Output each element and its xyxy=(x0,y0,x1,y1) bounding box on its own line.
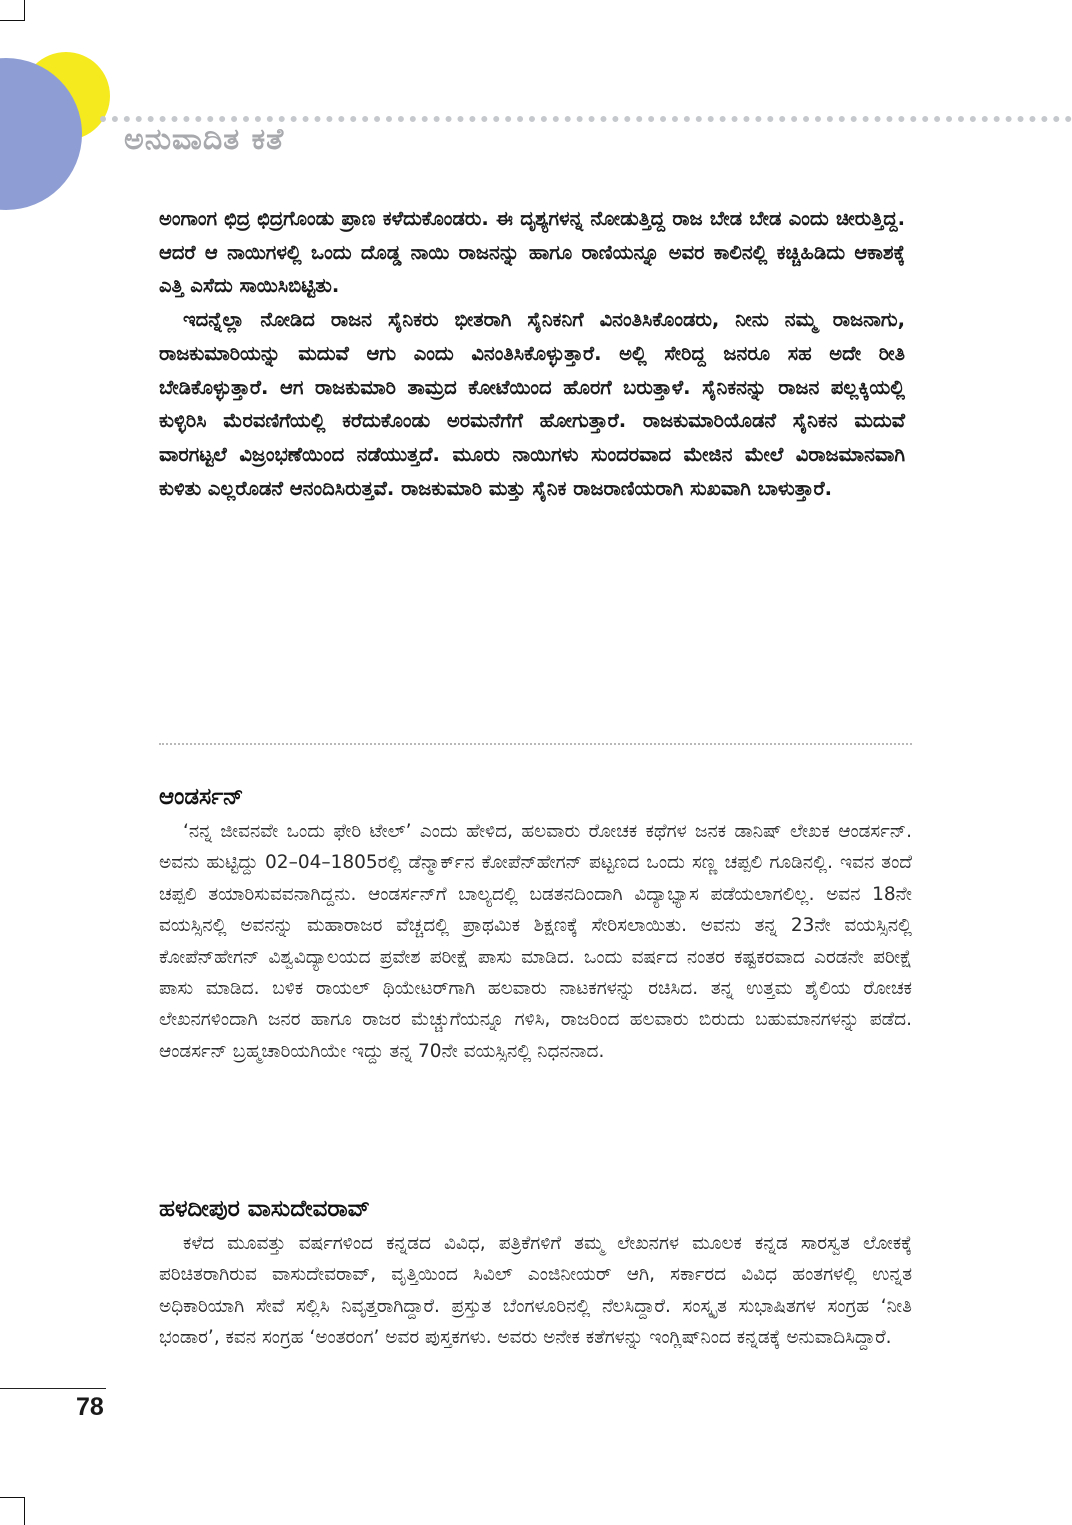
author-bio xyxy=(159,784,912,1067)
author-bio-text: ‘ನನ್ನ ಜೀವನವೇ ಒಂದು ಫೇರಿ ಟೇಲ್’ ಎಂದು ಹೇಳಿದ, ಹಲವಾರು ರೋಚಕ ಕಥೆಗಳ ಜನಕ ಡಾನಿಷ್ ಲೇಖಕ ಆಂಡರ್ಸನ್. ಅವನು ಹುಟ್ಟಿದ್ದು 02–04–1805ರಲ್ಲಿ ಡೆನ್ಮಾರ್ಕ್‌ನ ಕೋಪೆನ್‌ಹೇಗನ್ ಪಟ್ಟಣದ ಒಂದು ಸಣ್ಣ ಚಪ್ಪಲಿ ಗೂಡಿನಲ್ಲಿ. ಇವನ ತಂದೆ ಚಪ್ಪಲಿ ತಯಾರಿಸುವವನಾಗಿದ್ದನು. ಆಂಡರ್ಸನ್‌ಗೆ ಬಾಲ್ಯದಲ್ಲಿ ಬಡತನದಿಂದಾಗಿ ವಿದ್ಯಾಭ್ಯಾಸ ಪಡೆಯಲಾಗಲಿಲ್ಲ. ಅವನ 18ನೇ ವಯಸ್ಸಿನಲ್ಲಿ ಅವನನ್ನು ಮಹಾರಾಜರ ವೆಚ್ಚದಲ್ಲಿ ಪ್ರಾಥಮಿಕ ಶಿಕ್ಷಣಕ್ಕೆ ಸೇರಿಸಲಾಯಿತು. ಅವನು ತನ್ನ 23ನೇ ವಯಸ್ಸಿನಲ್ಲಿ ಕೋಪೆನ್‌ಹೇಗನ್ ವಿಶ್ವವಿದ್ಯಾಲಯದ ಪ್ರವೇಶ ಪರೀಕ್ಷೆ ಪಾಸು ಮಾಡಿದ. ಒಂದು ವರ್ಷದ ನಂತರ ಕಷ್ಟಕರವಾದ ಎರಡನೇ ಪರೀಕ್ಷೆ ಪಾಸು ಮಾಡಿದ. ಬಳಿಕ ರಾಯಲ್ ಥಿಯೇಟರ್‌ಗಾಗಿ ಹಲವಾರು ನಾಟಕಗಳನ್ನು ರಚಿಸಿದ. ತನ್ನ ಉತ್ತಮ ಶೈಲಿಯ ರೋಚಕ ಲೇಖನಗಳಿಂದಾಗಿ ಜನರ ಹಾಗೂ ರಾಜರ ಮೆಚ್ಚುಗೆಯನ್ನೂ ಗಳಿಸಿ, ರಾಜರಿಂದ ಹಲವಾರು ಬಿರುದು ಬಹುಮಾನಗಳನ್ನು ಪಡೆದ. ಆಂಡರ್ಸನ್ ಬ್ರಹ್ಮಚಾರಿಯಗಿಯೇ ಇದ್ದು ತನ್ನ 70ನೇ ವಯಸ್ಸಿನಲ್ಲಿ ನಿಧನನಾದ. xyxy=(159,821,912,1062)
crop-mark-bottom-vertical xyxy=(24,1497,25,1525)
crop-mark-top-horizontal xyxy=(0,20,25,21)
section-divider xyxy=(159,743,912,745)
story-text xyxy=(159,202,905,505)
author-bio-heading: ಆಂಡರ್ಸನ್ xyxy=(159,784,244,810)
story-paragraph: ಅಂಗಾಂಗ ಛಿದ್ರ ಛಿದ್ರಗೊಂಡು ಪ್ರಾಣ ಕಳೆದುಕೊಂಡರು. ಈ ದೃಶ್ಯಗಳನ್ನ ನೋಡುತ್ತಿದ್ದ ರಾಜ ಬೇಡ ಬೇಡ ಎಂದು ಚೀರುತ್ತಿದ್ದ. ಆದರೆ ಆ ನಾಯಿಗಳಲ್ಲಿ ಒಂದು ದೊಡ್ಡ ನಾಯಿ ರಾಜನನ್ನು ಹಾಗೂ ರಾಣಿಯನ್ನೂ ಅವರ ಕಾಲಿನಲ್ಲಿ ಕಚ್ಚಿಹಿಡಿದು ಆಕಾಶಕ್ಕೆ ಎತ್ತಿ ಎಸೆದು ಸಾಯಿಸಿಬಿಟ್ಟಿತು. xyxy=(159,207,905,298)
translator-bio-heading: ಹಳದೀಪುರ ವಾಸುದೇವರಾವ್ xyxy=(159,1196,370,1222)
page-number-rule xyxy=(0,1388,106,1389)
translator-bio-text: ಕಳೆದ ಮೂವತ್ತು ವರ್ಷಗಳಿಂದ ಕನ್ನಡದ ವಿವಿಧ, ಪತ್ರಿಕೆಗಳಿಗೆ ತಮ್ಮ ಲೇಖನಗಳ ಮೂಲಕ ಕನ್ನಡ ಸಾರಸ್ವತ ಲೋಕಕ್ಕೆ ಪರಿಚಿತರಾಗಿರುವ ವಾಸುದೇವರಾವ್, ವೃತ್ತಿಯಿಂದ ಸಿವಿಲ್ ಎಂಜಿನೀಯರ್ ಆಗಿ, ಸರ್ಕಾರದ ವಿವಿಧ ಹಂತಗಳಲ್ಲಿ ಉನ್ನತ ಅಧಿಕಾರಿಯಾಗಿ ಸೇವೆ ಸಲ್ಲಿಸಿ ನಿವೃತ್ತರಾಗಿದ್ದಾರೆ. ಪ್ರಸ್ತುತ ಬೆಂಗಳೂರಿನಲ್ಲಿ ನೆಲಸಿದ್ದಾರೆ. ಸಂಸ್ಕೃತ ಸುಭಾಷಿತಗಳ ಸಂಗ್ರಹ ‘ನೀತಿ ಭಂಡಾರ’, ಕವನ ಸಂಗ್ರಹ ‘ಅಂತರಂಗ’ ಅವರ ಪುಸ್ತಕಗಳು. ಅವರು ಅನೇಕ ಕತೆಗಳನ್ನು ಇಂಗ್ಲಿಷ್‌ನಿಂದ ಕನ್ನಡಕ್ಕೆ ಅನುವಾದಿಸಿದ್ದಾರೆ. xyxy=(159,1233,912,1349)
crop-mark-top-vertical xyxy=(24,0,25,20)
page-number: 78 xyxy=(76,1393,104,1421)
crop-mark-bottom-horizontal xyxy=(0,1497,25,1498)
translator-bio xyxy=(159,1196,912,1354)
section-title: ಅನುವಾದಿತ ಕತೆ xyxy=(124,122,285,157)
story-paragraph: ಇದನ್ನೆಲ್ಲಾ ನೋಡಿದ ರಾಜನ ಸೈನಿಕರು ಭೀತರಾಗಿ ಸೈನಿಕನಿಗೆ ವಿನಂತಿಸಿಕೊಂಡರು, ನೀನು ನಮ್ಮ ರಾಜನಾಗು, ರಾಜಕುಮಾರಿಯನ್ನು ಮದುವೆ ಆಗು ಎಂದು ವಿನಂತಿಸಿಕೊಳ್ಳುತ್ತಾರೆ. ಅಲ್ಲಿ ಸೇರಿದ್ದ ಜನರೂ ಸಹ ಅದೇ ರೀತಿ ಬೇಡಿಕೊಳ್ಳುತ್ತಾರೆ. ಆಗ ರಾಜಕುಮಾರಿ ತಾಮ್ರದ ಕೋಟೆಯಿಂದ ಹೊರಗೆ ಬರುತ್ತಾಳೆ. ಸೈನಿಕನನ್ನು ರಾಜನ ಪಲ್ಲಕ್ಕಿಯಲ್ಲಿ ಕುಳ್ಳಿರಿಸಿ ಮೆರವಣಿಗೆಯಲ್ಲಿ ಕರೆದುಕೊಂಡು ಅರಮನೆಗೆಗೆ ಹೋಗುತ್ತಾರೆ. ರಾಜಕುಮಾರಿಯೊಡನೆ ಸೈನಿಕನ ಮದುವೆ ವಾರಗಟ್ಟಲೆ ವಿಜ್ರಂಭಣೆಯಿಂದ ನಡೆಯುತ್ತದೆ. ಮೂರು ನಾಯಿಗಳು ಸುಂದರವಾದ ಮೇಜಿನ ಮೇಲೆ ವಿರಾಜಮಾನವಾಗಿ ಕುಳಿತು ಎಲ್ಲರೊಡನೆ ಆನಂದಿಸಿರುತ್ತವೆ. ರಾಜಕುಮಾರಿ ಮತ್ತು ಸೈನಿಕ ರಾಜರಾಣಿಯರಾಗಿ ಸುಖವಾಗಿ ಬಾಳುತ್ತಾರೆ. xyxy=(159,308,905,500)
